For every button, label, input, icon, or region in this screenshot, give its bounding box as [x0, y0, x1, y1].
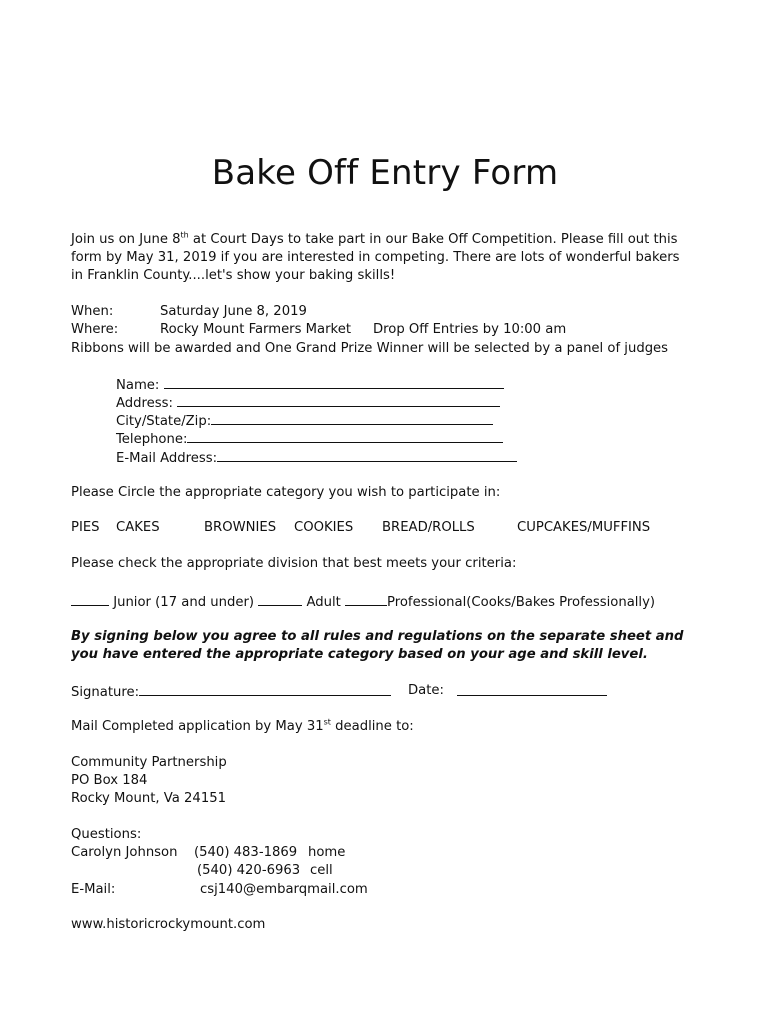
division-prompt: Please check the appropriate division that best meets your criteria:	[71, 556, 517, 571]
professional-checkbox-line[interactable]	[345, 592, 387, 606]
date-label: Date:	[408, 683, 444, 698]
category-brownies[interactable]: BROWNIES	[204, 520, 277, 535]
category-bread-rolls[interactable]: BREAD/ROLLS	[382, 520, 475, 535]
category-cupcakes-muffins[interactable]: CUPCAKES/MUFFINS	[517, 520, 651, 535]
category-prompt: Please Circle the appropriate category you wish to participate in:	[71, 485, 501, 500]
adult-label: Adult	[306, 595, 341, 610]
when-value: Saturday June 8, 2019	[160, 304, 307, 319]
questions-label: Questions:	[71, 827, 142, 842]
city-state-zip-label: City/State/Zip:	[116, 414, 212, 429]
mail-text-1: Mail Completed application by May 31	[71, 719, 324, 734]
email-contact-label: E-Mail:	[71, 882, 116, 897]
address-line-2: PO Box 184	[71, 773, 148, 788]
email-line[interactable]	[217, 448, 517, 462]
phone-cell-label: cell	[310, 863, 333, 878]
junior-checkbox-line[interactable]	[71, 592, 109, 606]
phone-cell: (540) 420-6963	[197, 863, 301, 878]
city-state-zip-line[interactable]	[211, 411, 493, 425]
category-cakes[interactable]: CAKES	[116, 520, 160, 535]
phone-home-label: home	[308, 845, 346, 860]
category-cookies[interactable]: COOKIES	[294, 520, 354, 535]
name-line[interactable]	[164, 375, 504, 389]
telephone-label: Telephone:	[116, 432, 188, 447]
telephone-field[interactable]	[116, 429, 503, 449]
agreement-text: By signing below you agree to all rules and regulations on the separate sheet and you have entered the appropriate category based on your age and skill level.	[71, 629, 684, 662]
ribbons-text: Ribbons will be awarded and One Grand Prize Winner will be selected by a panel of judges	[71, 341, 669, 356]
intro-text-2: at Court Days to take part in our Bake Off Competition. Please fill out this form by May 31, 2019 if you are interested in competing. There are lots of wonderful bakers in Franklin County....let's show your baking skills!	[71, 232, 680, 283]
mail-text-2: deadline to:	[330, 719, 414, 734]
when-label: When:	[71, 304, 114, 319]
address-line-1: Community Partnership	[71, 755, 227, 770]
page-title: Bake Off Entry Form	[211, 152, 559, 193]
questions-block	[71, 826, 711, 906]
address-field[interactable]	[116, 393, 500, 413]
adult-checkbox-line[interactable]	[258, 592, 302, 606]
telephone-line[interactable]	[187, 429, 503, 443]
contact-name: Carolyn Johnson	[71, 845, 178, 860]
date-line[interactable]	[457, 682, 607, 696]
professional-label: Professional(Cooks/Bakes Professionally)	[387, 595, 656, 610]
division-options	[71, 592, 711, 612]
mail-instruction	[71, 718, 711, 736]
signature-row	[71, 682, 711, 702]
where-label: Where:	[71, 322, 119, 337]
intro-paragraph	[71, 231, 693, 285]
junior-label: Junior (17 and under)	[113, 595, 255, 610]
address-line[interactable]	[177, 393, 500, 407]
phone-home: (540) 483-1869	[194, 845, 298, 860]
name-label: Name:	[116, 378, 160, 393]
intro-sup: th	[180, 230, 189, 240]
city-state-zip-field[interactable]	[116, 411, 493, 431]
where-value: Rocky Mount Farmers Market	[160, 322, 351, 337]
category-pies[interactable]: PIES	[71, 520, 100, 535]
dropoff-text: Drop Off Entries by 10:00 am	[373, 322, 567, 337]
mail-sup: st	[323, 717, 331, 727]
intro-text-1: Join us on June 8	[71, 232, 181, 247]
mailing-address	[71, 754, 711, 808]
name-field[interactable]	[116, 375, 504, 395]
email-label: E-Mail Address:	[116, 451, 218, 466]
address-label: Address:	[116, 396, 173, 411]
email-field[interactable]	[116, 448, 517, 468]
signature-label: Signature:	[71, 685, 140, 700]
signature-line[interactable]	[139, 682, 391, 696]
website-link[interactable]: www.historicrockymount.com	[71, 917, 266, 932]
email-contact-value[interactable]: csj140@embarqmail.com	[200, 882, 368, 897]
category-options	[71, 519, 711, 537]
address-line-3: Rocky Mount, Va 24151	[71, 791, 226, 806]
